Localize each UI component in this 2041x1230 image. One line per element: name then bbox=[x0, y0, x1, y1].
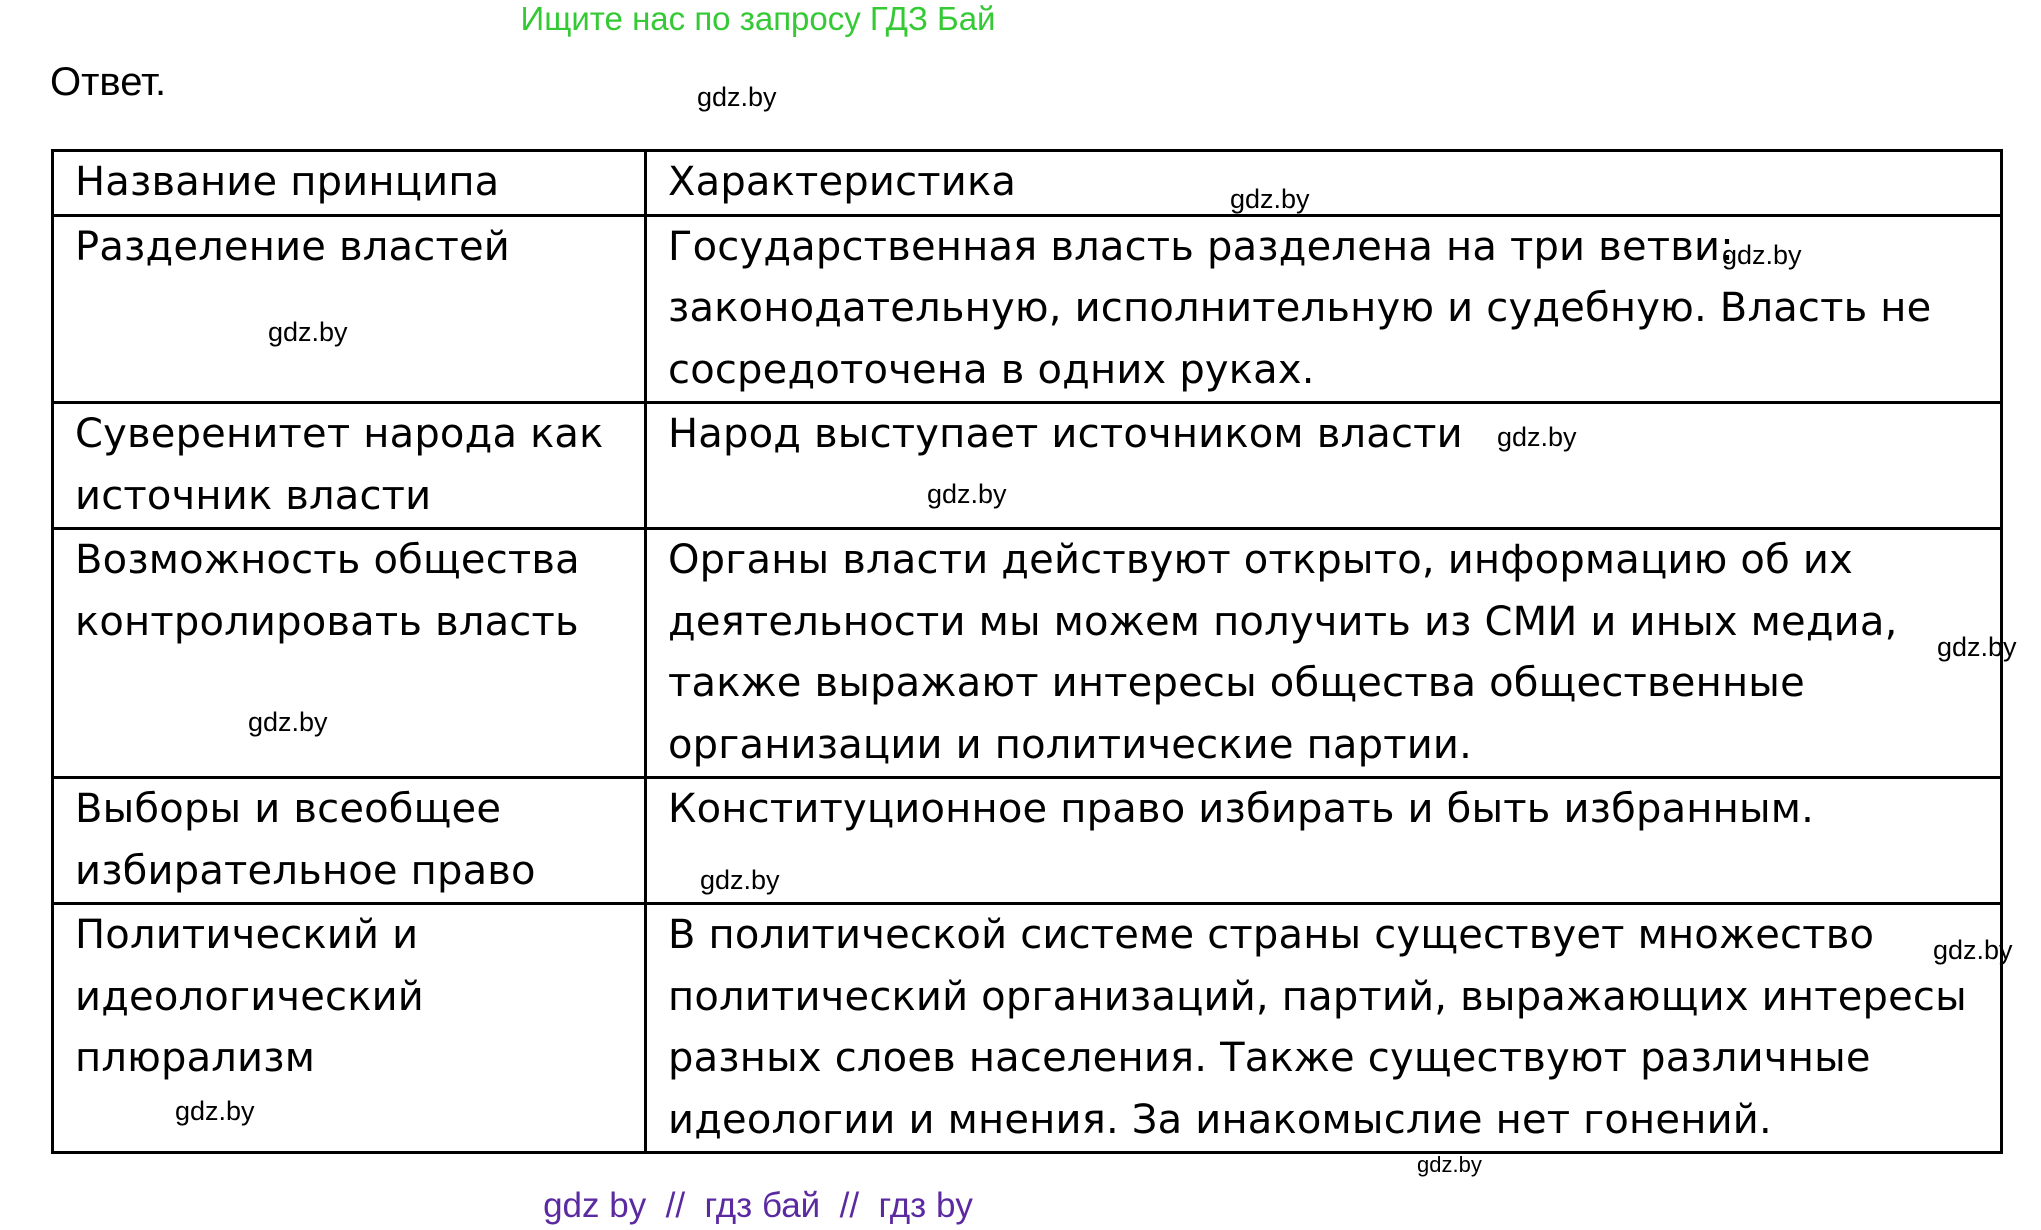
characteristic-cell: В политической системе страны существует множество политический организаций, партий, выражающих интересы разных слоев населения. Также существуют различные идеологии и мнения. За инакомыслие нет гонений. bbox=[646, 904, 2002, 1153]
watermark-text: gdz.by bbox=[248, 707, 328, 737]
header-characteristic: Характеристика bbox=[646, 151, 2002, 216]
footer-site-links: gdz by // гдз бай // гдз by bbox=[543, 1186, 973, 1225]
table-row bbox=[53, 529, 2002, 778]
table-row bbox=[53, 403, 2002, 529]
watermark-text: gdz.by bbox=[927, 479, 1007, 509]
watermark-text: gdz.by bbox=[700, 865, 780, 895]
watermark-text: gdz.by bbox=[1230, 184, 1310, 214]
characteristic-cell: Конституционное право избирать и быть избранным. bbox=[646, 778, 2002, 904]
principles-table bbox=[51, 149, 2003, 1154]
table-row bbox=[53, 778, 2002, 904]
watermark-text: gdz.by bbox=[1937, 632, 2017, 662]
characteristic-cell: Государственная власть разделена на три ветви: законодательную, исполнительную и судебную. Власть не сосредоточена в одних руках. bbox=[646, 215, 2002, 403]
watermark-text: gdz.by bbox=[1933, 935, 2013, 965]
table-header-row bbox=[53, 151, 2002, 216]
principle-name-cell: Разделение властей bbox=[53, 215, 646, 403]
principle-name-cell: Политический и идеологический плюрализм bbox=[53, 904, 646, 1153]
watermark-text: gdz.by bbox=[1722, 240, 1802, 270]
principle-name-cell: Возможность общества контролировать власть bbox=[53, 529, 646, 778]
header-principle-name: Название принципа bbox=[53, 151, 646, 216]
principle-name-cell: Выборы и всеобщее избирательное право bbox=[53, 778, 646, 904]
watermark-text: gdz.by bbox=[1497, 422, 1577, 452]
search-hint-banner: Ищите нас по запросу ГДЗ Бай bbox=[520, 0, 996, 37]
characteristic-cell: Народ выступает источником власти bbox=[646, 403, 2002, 529]
answer-label: Ответ. bbox=[50, 60, 167, 104]
watermark-text: gdz.by bbox=[1417, 1152, 1482, 1177]
watermark-text: gdz.by bbox=[175, 1096, 255, 1126]
principle-name-cell: Суверенитет народа как источник власти bbox=[53, 403, 646, 529]
table-row bbox=[53, 904, 2002, 1153]
table-row bbox=[53, 215, 2002, 403]
watermark-text: gdz.by bbox=[697, 82, 777, 112]
watermark-text: gdz.by bbox=[268, 317, 348, 347]
characteristic-cell: Органы власти действуют открыто, информацию об их деятельности мы можем получить из СМИ и иных медиа, также выражают интересы общества общественные организации и политические партии. bbox=[646, 529, 2002, 778]
